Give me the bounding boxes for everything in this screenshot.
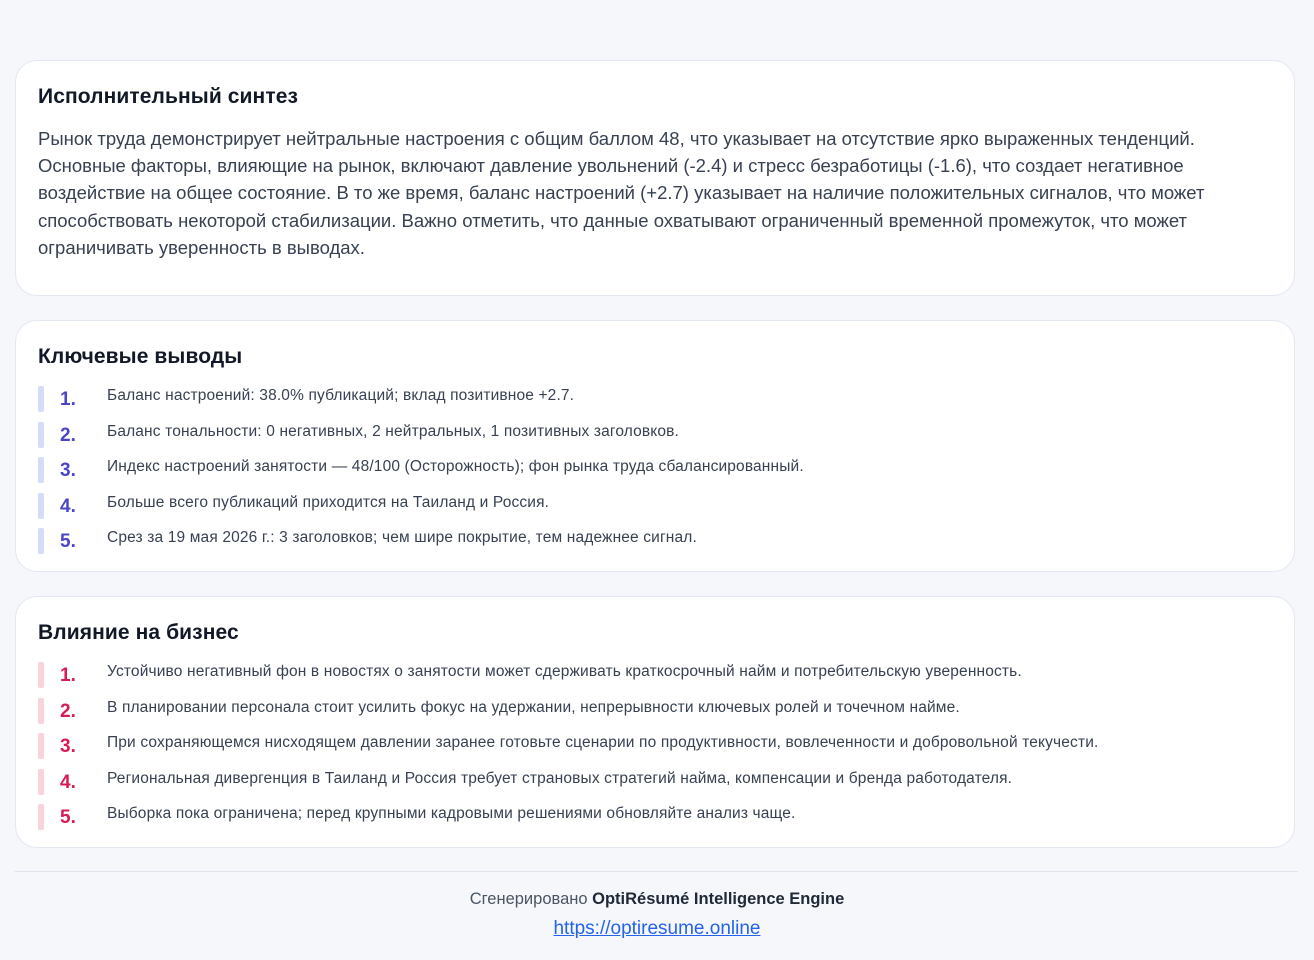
synthesis-card [15,60,1295,296]
impact-number: 4. [60,771,76,793]
finding-item [38,454,1272,490]
impact-card [15,596,1295,848]
synthesis-text: Рынок труда демонстрирует нейтральные настроения с общим баллом 48, что указывает на отсутствие ярко выраженных тенденций. Основные факторы, влияющие на рынок, включают давление увольнений (-2.4) и стресс безработицы (-1.6), что создает негативное воздействие на общее состояние. В то же время, баланс настроений (+2.7) указывает на наличие положительных сигналов, что может способствовать некоторой стабилизации. Важно отметить, что данные охватывают ограниченный временной промежуток, что может ограничивать уверенность в выводах. [38,128,1205,258]
impact-text: Устойчиво негативный фон в новостях о занятости может сдерживать краткосрочный найм и потребительскую уверенность. [107,663,1022,680]
impact-title: Влияние на бизнес [38,621,239,644]
finding-text: Больше всего публикаций приходится на Таиланд и Россия. [107,493,550,511]
footer-credit [0,890,1314,909]
findings-title: Ключевые выводы [38,345,243,368]
impact-item [38,695,1272,731]
finding-text: Баланс тональности: 0 негативных, 2 нейтральных, 1 позитивных заголовков. [107,422,679,440]
finding-number: 5. [60,531,76,553]
finding-bar [38,422,44,448]
finding-bar [38,457,44,483]
footer-brand: OptiRésumé Intelligence Engine [592,890,845,908]
findings-card [15,320,1295,572]
impact-text: При сохраняющемся нисходящем давлении заранее готовьте сценарии по продуктивности, вовлеченности и добровольной текучести. [107,734,1099,752]
impact-bar [38,804,44,830]
findings-list [38,383,1272,561]
finding-item [38,419,1272,455]
finding-text: Индекс настроений занятости — 48/100 (Осторожность); фон рынка труда сбалансированный. [107,458,804,476]
impact-text: Региональная дивергенция в Таиланд и Россия требует страновых стратегий найма, компенсации и бренда работодателя. [107,769,1013,787]
finding-text: Срез за 19 мая 2026 г.: 3 заголовков; чем шире покрытие, тем надежнее сигнал. [107,529,697,547]
footer-link-row [0,918,1314,940]
footer-prefix: Сгенерировано [469,890,593,908]
finding-number: 2. [60,424,76,446]
impact-bar [38,662,44,688]
finding-bar [38,528,44,554]
finding-number: 3. [60,460,76,482]
impact-list [38,659,1272,837]
finding-item [38,525,1272,561]
finding-bar [38,386,44,412]
footer-divider [15,871,1298,872]
impact-text: Выборка пока ограничена; перед крупными кадровыми решениями обновляйте анализ чаще. [107,805,796,823]
finding-item [38,383,1272,419]
impact-number: 2. [60,700,76,722]
impact-item [38,730,1272,766]
impact-number: 3. [60,736,76,758]
impact-bar [38,769,44,795]
impact-text: В планировании персонала стоит усилить фокус на удержании, непрерывности ключевых ролей и точечном найме. [107,698,960,716]
finding-number: 4. [60,495,76,517]
finding-text: Баланс настроений: 38.0% публикаций; вклад позитивное +2.7. [107,387,575,404]
footer-website-link[interactable]: https://optiresume.online [553,918,761,939]
finding-item [38,490,1272,526]
impact-number: 1. [60,665,76,686]
impact-item [38,659,1272,695]
finding-number: 1. [60,389,76,410]
finding-bar [38,493,44,519]
impact-item [38,801,1272,837]
synthesis-title: Исполнительный синтез [38,85,299,108]
impact-bar [38,733,44,759]
impact-number: 5. [60,807,76,829]
impact-bar [38,698,44,724]
impact-item [38,766,1272,802]
